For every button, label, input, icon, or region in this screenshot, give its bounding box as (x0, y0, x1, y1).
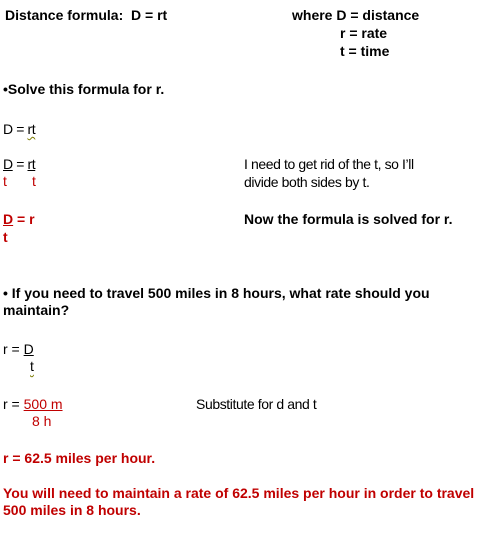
step2-denominator-left: t (3, 173, 7, 189)
solve-prompt: •Solve this formula for r. (3, 81, 165, 97)
rate-question: • If you need to travel 500 miles in 8 hours, what rate should you maintain? (3, 285, 430, 318)
rate-result: r = 62.5 miles per hour. (3, 450, 156, 466)
formula: D = rt (131, 7, 168, 23)
time-definition: t = time (340, 43, 390, 59)
conclusion: You will need to maintain a rate of 62.5 miles per hour in order to travel 500 miles in 8 hours. (3, 485, 475, 518)
step2-note-line2: divide both sides by t. (244, 174, 370, 190)
step2-numerator: D = rt (3, 156, 36, 172)
where-distance: where D = distance (292, 7, 420, 23)
step1-equation: D = rt (3, 121, 36, 137)
rate-definition: r = rate (340, 25, 388, 41)
eq1-denominator: t (30, 358, 34, 374)
formula-label: Distance formula: D = rt (5, 7, 168, 23)
eq1-numerator: r = D (3, 341, 34, 357)
step2-note-line1: I need to get rid of the t, so I’ll (244, 156, 414, 172)
eq2-denominator: 8 h (32, 413, 52, 429)
step2-denominator-right: t (32, 173, 36, 189)
substitute-note: Substitute for d and t (196, 396, 317, 412)
step3-note: Now the formula is solved for r. (244, 211, 453, 227)
step3-denominator: t (3, 229, 8, 245)
step3-equation: D = r (3, 211, 35, 227)
eq2-numerator: r = 500 m (3, 396, 63, 412)
